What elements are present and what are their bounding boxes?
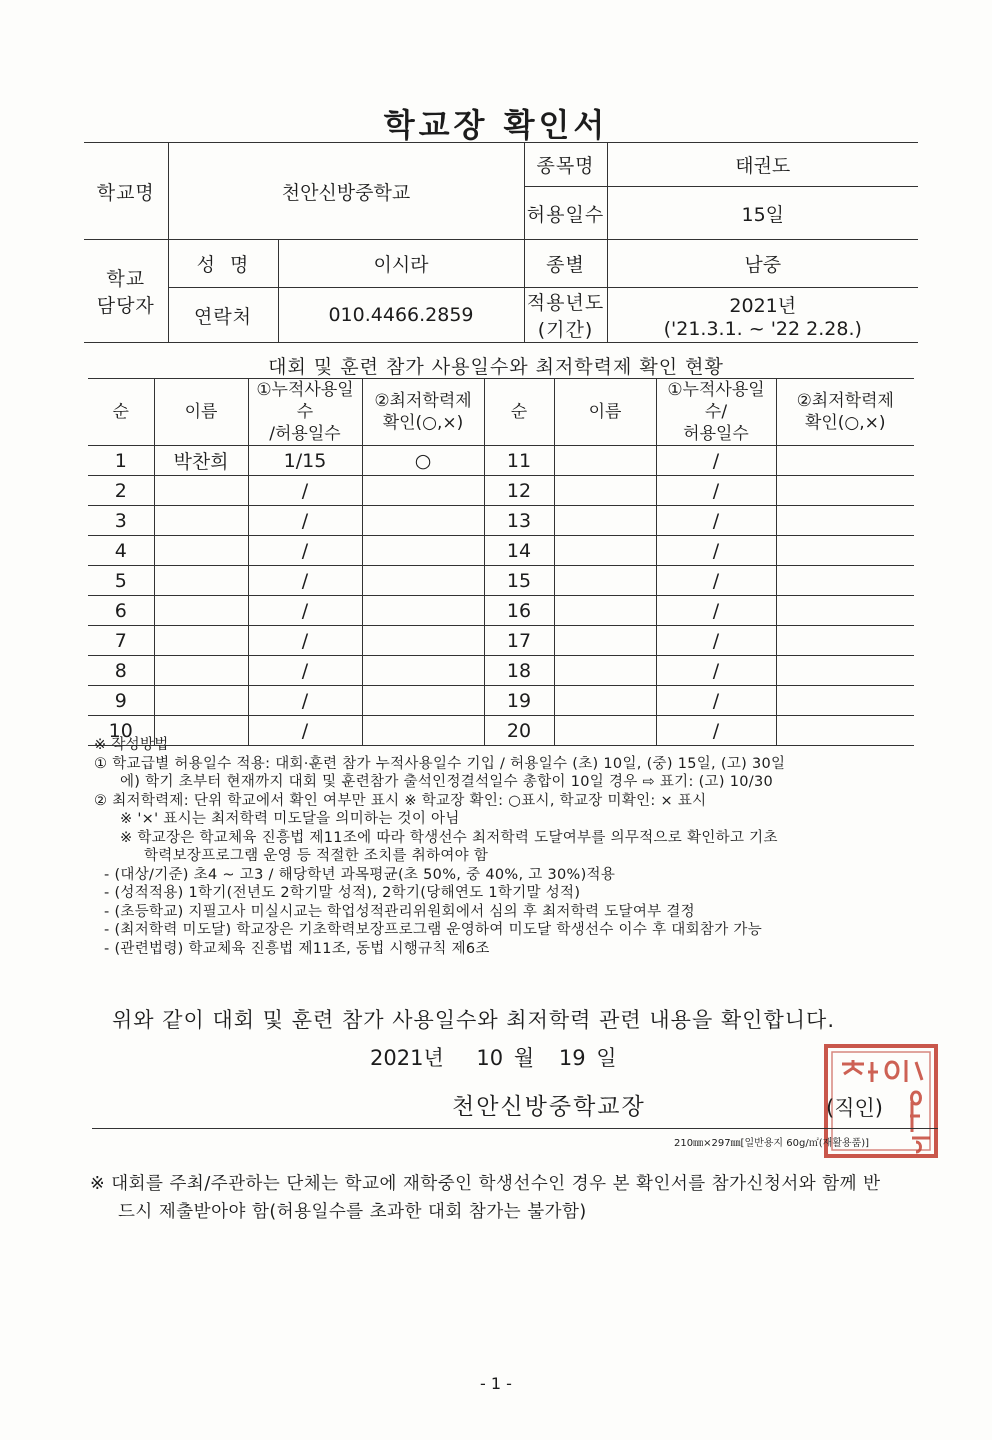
usage-header-row [88, 379, 914, 446]
row-no-right: 14 [484, 536, 554, 566]
principal-signature: 천안신방중학교장 [452, 1094, 646, 1120]
header-days-right [656, 379, 776, 446]
name-value: 이시라 [278, 240, 524, 288]
row-check-right [776, 626, 914, 656]
row-name-right [554, 686, 656, 716]
row-check-right [776, 566, 914, 596]
row-no: 9 [88, 686, 154, 716]
period-label-line1: 적용년도 [526, 292, 605, 314]
document-title: 학교장 확인서 [383, 106, 609, 144]
usage-subtitle: 대회 및 훈련 참가 사용일수와 최저학력제 확인 현황 [268, 356, 724, 378]
category-value: 남중 [607, 240, 918, 288]
table-row [88, 566, 914, 596]
row-name: 박찬희 [154, 446, 248, 476]
row-days: 1/15 [248, 446, 362, 476]
row-days: / [248, 596, 362, 626]
row-name [154, 506, 248, 536]
note-4b: 학력보장프로그램 운영 등 적절한 조치를 취하여야 함 [144, 848, 489, 864]
row-no-right: 13 [484, 506, 554, 536]
row-no: 5 [88, 566, 154, 596]
row-days-right: / [656, 476, 776, 506]
row-days-right: / [656, 596, 776, 626]
header-no: 순 [88, 379, 154, 446]
table-row [88, 626, 914, 656]
school-info-table [84, 142, 918, 343]
footnote-line2: 드시 제출받아야 함(허용일수를 초과한 대회 참가는 불가함) [118, 1202, 587, 1222]
row-no: 4 [88, 536, 154, 566]
header-check-right-line1: ②최저학력제 [796, 391, 894, 411]
row-no-right: 19 [484, 686, 554, 716]
header-days-line1: ①누적사용일수 [256, 380, 354, 422]
row-check [362, 476, 484, 506]
row-no: 8 [88, 656, 154, 686]
period-label-line2: (기간) [537, 319, 594, 341]
row-check-right [776, 596, 914, 626]
row-name [154, 476, 248, 506]
header-days-right-line2: 허용일수 [683, 424, 749, 444]
note-4a: ※ 학교장은 학교체육 진흥법 제11조에 따라 학생선수 최저학력 도달여부를 의무적으로 확인하고 기초 [120, 829, 778, 846]
category-label: 종별 [524, 240, 607, 288]
row-name-right [554, 656, 656, 686]
paper-spec: 210㎜×297㎜[일반용지 60g/㎡(재활용품)] [674, 1138, 870, 1149]
note-5: - (대상/기준) 초4 ~ 고3 / 해당학년 과목평균(초 50%, 중 40%, 고 30%)적용 [104, 866, 616, 883]
row-days-right: / [656, 626, 776, 656]
header-days [248, 379, 362, 446]
phone-value: 010.4466.2859 [278, 288, 524, 343]
row-no: 7 [88, 626, 154, 656]
period-label [524, 288, 607, 343]
note-6: - (성적적용) 1학기(전년도 2학기말 성적), 2학기(당해연도 1학기말 성적) [104, 885, 581, 901]
row-name [154, 596, 248, 626]
row-check-right [776, 686, 914, 716]
issue-date [370, 1042, 621, 1072]
row-check-right [776, 446, 914, 476]
row-days-right: / [656, 656, 776, 686]
row-days: / [248, 536, 362, 566]
allowed-days-value: 15일 [607, 187, 918, 240]
header-check-right-line2: 확인(○,×) [804, 413, 886, 433]
row-check-right [776, 656, 914, 686]
note-8: - (최저학력 미도달) 학교장은 기초학력보장프로그램 운영하여 미도달 학생선수 이수 후 대회참가 가능 [104, 922, 763, 938]
row-days: / [248, 686, 362, 716]
contact-label-line2: 담당자 [96, 295, 155, 317]
allowed-days-label: 허용일수 [524, 187, 607, 240]
contact-label [84, 240, 168, 343]
row-no: 10 [88, 716, 154, 746]
note-1a: ① 학교급별 허용일수 적용: 대회·훈련 참가 누적사용일수 기입 / 허용일수 (초) 10일, (중) 15일, (고) 30일 [94, 755, 786, 772]
header-check-line1: ②최저학력제 [374, 391, 472, 411]
row-check [362, 656, 484, 686]
row-days-right: / [656, 716, 776, 746]
header-check [362, 379, 484, 446]
header-check-right [776, 379, 914, 446]
row-check-right [776, 506, 914, 536]
row-no: 2 [88, 476, 154, 506]
row-days-right: / [656, 446, 776, 476]
row-check: ○ [362, 446, 484, 476]
note-1b: 에) 학기 초부터 현재까지 대회 및 훈련참가 출석인정결석일수 총합이 10일 경우 ⇨ 표기: (고) 10/30 [120, 774, 774, 790]
row-days: / [248, 566, 362, 596]
school-name-label: 학교명 [84, 143, 168, 240]
table-row [88, 506, 914, 536]
row-name-right [554, 566, 656, 596]
footnote-line1: ※ 대회를 주최/주관하는 단체는 학교에 재학중인 학생선수인 경우 본 확인서를 참가신청서와 함께 반 [90, 1174, 881, 1194]
row-check [362, 626, 484, 656]
row-check-right [776, 536, 914, 566]
row-no-right: 11 [484, 446, 554, 476]
row-days-right: / [656, 506, 776, 536]
row-days: / [248, 476, 362, 506]
phone-label: 연락처 [168, 288, 278, 343]
row-check [362, 506, 484, 536]
period-year: 2021년 [729, 294, 797, 317]
confirmation-statement: 위와 같이 대회 및 훈련 참가 사용일수와 최저학력 관련 내용을 확인합니다. [112, 1008, 836, 1032]
row-name-right [554, 626, 656, 656]
note-3: ※ '×' 표시는 최저학력 미도달을 의미하는 것이 아님 [120, 811, 460, 827]
date-day: 19 [558, 1046, 586, 1070]
row-name-right [554, 596, 656, 626]
row-no: 6 [88, 596, 154, 626]
row-name [154, 536, 248, 566]
header-name: 이름 [154, 379, 248, 446]
table-row [88, 656, 914, 686]
row-days-right: / [656, 536, 776, 566]
note-9: - (관련법령) 학교체육 진흥법 제11조, 동법 시행규칙 제6조 [104, 940, 490, 957]
row-days: / [248, 656, 362, 686]
table-row [88, 596, 914, 626]
row-days-right: / [656, 566, 776, 596]
row-name-right [554, 446, 656, 476]
event-value: 태권도 [607, 143, 918, 187]
submission-footnote [90, 1170, 920, 1226]
row-no: 3 [88, 506, 154, 536]
note-2: ② 최저학력제: 단위 학교에서 확인 여부만 표시 ※ 학교장 확인: ○표시, 학교장 미확인: × 표시 [94, 792, 707, 809]
signature-divider [92, 1128, 938, 1129]
row-check [362, 566, 484, 596]
row-days: / [248, 506, 362, 536]
table-row [88, 446, 914, 476]
row-no-right: 20 [484, 716, 554, 746]
seal-label: (직인) [826, 1096, 883, 1120]
row-name [154, 626, 248, 656]
row-name-right [554, 476, 656, 506]
note-7: - (초등학교) 지필고사 미실시교는 학업성적관리위원회에서 심의 후 최저학력 도달여부 결정 [104, 903, 695, 920]
row-no-right: 16 [484, 596, 554, 626]
row-name-right [554, 506, 656, 536]
name-label: 성 명 [168, 240, 278, 288]
header-check-line2: 확인(○,×) [382, 413, 464, 433]
writing-instructions [94, 736, 914, 958]
header-no-right: 순 [484, 379, 554, 446]
date-month: 10 [476, 1046, 504, 1070]
usage-table [88, 378, 914, 746]
row-no-right: 12 [484, 476, 554, 506]
page-number: - 1 - [480, 1374, 512, 1393]
date-month-unit: 월 [513, 1046, 535, 1070]
table-row [88, 686, 914, 716]
notes-heading: ※ 작성방법 [94, 737, 169, 753]
row-name [154, 656, 248, 686]
row-days: / [248, 716, 362, 746]
row-check [362, 596, 484, 626]
row-name-right [554, 536, 656, 566]
row-name [154, 566, 248, 596]
row-no-right: 15 [484, 566, 554, 596]
row-days: / [248, 626, 362, 656]
row-check [362, 686, 484, 716]
row-no-right: 17 [484, 626, 554, 656]
header-days-line2: /허용일수 [269, 424, 341, 444]
row-no-right: 18 [484, 656, 554, 686]
school-name-value: 천안신방중학교 [168, 143, 524, 240]
date-year: 2021년 [370, 1046, 444, 1070]
period-value [607, 288, 918, 343]
period-range: ('21.3.1. ~ '22 2.28.) [663, 317, 862, 340]
row-no: 1 [88, 446, 154, 476]
event-label: 종목명 [524, 143, 607, 187]
header-days-right-line1: ①누적사용일수/ [667, 380, 765, 422]
row-name [154, 686, 248, 716]
header-name-right: 이름 [554, 379, 656, 446]
contact-label-line1: 학교 [106, 268, 146, 290]
row-days-right: / [656, 686, 776, 716]
row-check [362, 536, 484, 566]
date-day-unit: 일 [596, 1046, 617, 1070]
row-check-right [776, 476, 914, 506]
table-row [88, 536, 914, 566]
table-row [88, 476, 914, 506]
